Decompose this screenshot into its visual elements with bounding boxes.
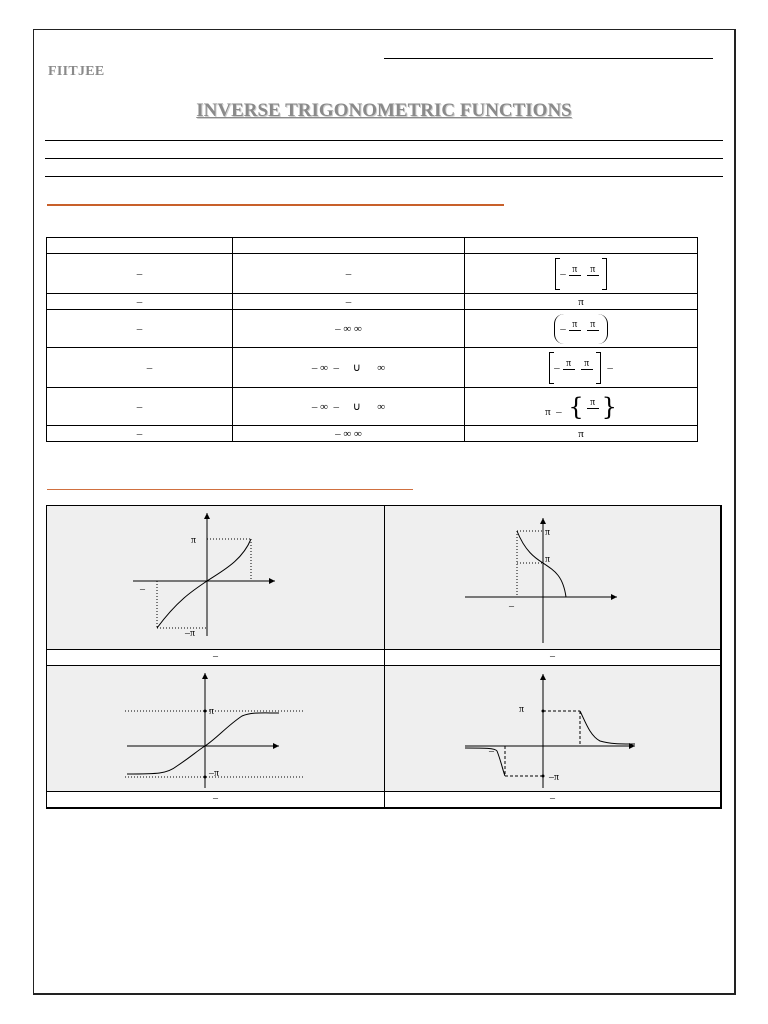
- function-cell: –: [47, 426, 233, 442]
- graph-caption: –: [385, 650, 721, 666]
- graph-label: –: [509, 601, 514, 612]
- pi-fraction: [569, 265, 581, 282]
- pi-fraction: [587, 265, 599, 282]
- graph-3: [47, 666, 385, 792]
- section-underline-graphs: [47, 489, 413, 490]
- graph-label: –π: [209, 768, 220, 779]
- minus-sign: –: [607, 361, 613, 374]
- function-cell: –: [47, 254, 233, 294]
- minus-sign: –: [554, 361, 560, 374]
- domain-cell: – ∞ – ∪ ∞: [233, 388, 465, 426]
- graph-label: π: [191, 535, 197, 546]
- graph-cell-1: [47, 506, 385, 650]
- range-cell: [465, 348, 698, 388]
- table-row: [47, 254, 698, 294]
- domain-cell: –: [233, 254, 465, 294]
- brand-logo-text: FIITJEE: [48, 64, 105, 79]
- graph-caption: –: [47, 792, 385, 808]
- table-row: [47, 348, 698, 388]
- graph-caption: –: [47, 650, 385, 666]
- pi-symbol: π: [590, 319, 596, 330]
- graph-2: [385, 506, 721, 650]
- graph-label: –π: [185, 628, 196, 639]
- graph-caption: –: [385, 792, 721, 808]
- section-underline-domain-range: [47, 204, 504, 206]
- table-row: [47, 426, 698, 442]
- table-header-row: [47, 238, 698, 254]
- pi-fraction: [587, 398, 599, 415]
- function-cell: –: [47, 348, 233, 388]
- table-row: [47, 310, 698, 348]
- pi-fraction: [563, 359, 575, 376]
- pi-symbol: π: [572, 264, 578, 275]
- range-cell: π: [465, 294, 698, 310]
- domain-cell: – ∞ ∞: [233, 310, 465, 348]
- table-row: [47, 388, 698, 426]
- graph-label: –: [140, 584, 145, 595]
- rule-3: [45, 176, 723, 177]
- graph-label: π: [545, 527, 551, 538]
- domain-cell: – ∞ – ∪ ∞: [233, 348, 465, 388]
- domain-range-table: [46, 237, 698, 442]
- pi-symbol: π: [584, 358, 590, 369]
- pi-fraction: [587, 320, 599, 337]
- table-row: [47, 294, 698, 310]
- page-title: INVERSE TRIGONOMETRIC FUNCTIONS: [196, 100, 572, 121]
- range-cell: [465, 254, 698, 294]
- minus-sign: –: [560, 267, 566, 280]
- range-cell: π – { π }: [465, 388, 698, 426]
- function-cell: –: [47, 310, 233, 348]
- graph-cell-2: [385, 506, 721, 650]
- pi-symbol: π: [590, 264, 596, 275]
- function-cell: –: [47, 388, 233, 426]
- graph-label: –: [489, 746, 494, 757]
- rule-1: [45, 140, 723, 141]
- domain-cell: – ∞ ∞: [233, 426, 465, 442]
- pi-symbol: π: [572, 319, 578, 330]
- pi-fraction: [581, 359, 593, 376]
- graph-label: π: [545, 554, 551, 565]
- graph-label: π: [519, 704, 525, 715]
- function-cell: –: [47, 294, 233, 310]
- graph-cell-3: [47, 666, 385, 792]
- range-cell: [465, 310, 698, 348]
- range-cell: π: [465, 426, 698, 442]
- graph-cell-4: [385, 666, 721, 792]
- header-rule-top: [384, 58, 713, 59]
- pi-symbol: π: [566, 358, 572, 369]
- domain-cell: –: [233, 294, 465, 310]
- rule-2: [45, 158, 723, 159]
- pi-symbol: π: [590, 397, 596, 408]
- graph-1: [47, 506, 385, 650]
- pi-minus-text: π –: [545, 405, 562, 418]
- graph-4: [385, 666, 721, 792]
- pi-fraction: [569, 320, 581, 337]
- graph-label: π: [209, 706, 215, 717]
- graph-label: –π: [549, 772, 560, 783]
- minus-sign: –: [560, 322, 566, 335]
- graphs-table: [46, 505, 722, 809]
